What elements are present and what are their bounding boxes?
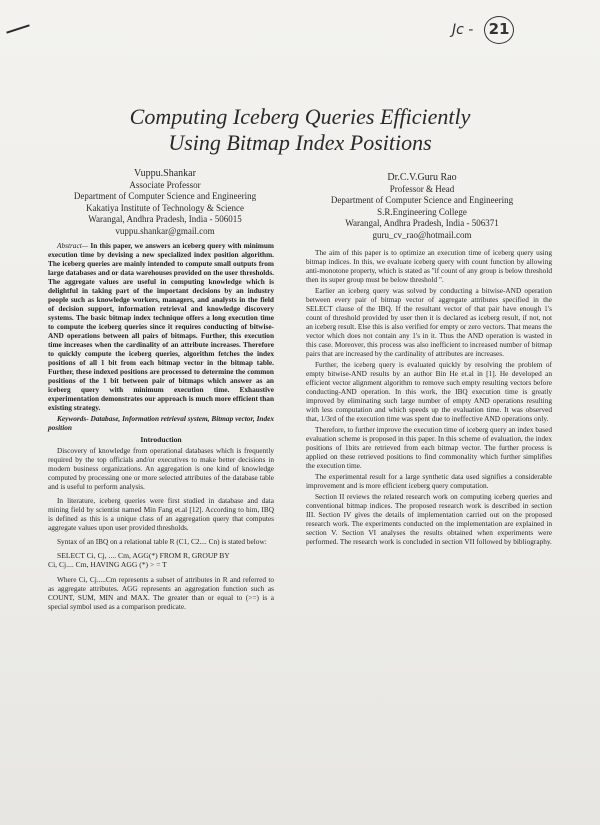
right-column bbox=[306, 248, 552, 548]
query-line-1: SELECT Ci, Cj, .... Cm, AGG(*) FROM R, GROUP BY bbox=[57, 551, 230, 560]
paragraph: Where Ci, Cj.....Cm represents a subset of attributes in R and referred to as aggregate attributes. AGG represents an aggregation function such as COUNT, SUM, MIN and MAX. The greater than or equal to (>=) is a special symbol used as a comparison predicate. bbox=[48, 575, 274, 611]
author-block-first bbox=[58, 168, 272, 237]
iceberg-query-syntax bbox=[48, 551, 274, 569]
keywords: Keywords- Database, Information retrieval system, Bitmap vector, Index position bbox=[48, 414, 274, 432]
paragraph: Earlier an iceberg query was solved by conducting a bitwise-AND operation between every pair of bitmap vector of aggregate attributes specified in the SELECT clause of the IBQ. If the resultant vector of that pair have enough 1's count of threshold provided by user then it is declared as iceberg result, if not, not an iceberg result. Else this is also verified for empty or zero vectors. That means the vector which does not contain any 1's in it. Thus the AND operation is wasted in this case. Moreover, this process was also inefficient to increased number of bitmap pairs that are increased by the cardinality of attributes are increases. bbox=[306, 286, 552, 358]
abstract-text: In this paper, we answers an iceberg query with minimum execution time by devising a new specialized index position algorithm. The iceberg queries are mainly intended to compute small outputs from large databases and or data warehouses provided on the user thresholds. The aggregate values are useful in computing knowledge which is delightful in taking part of the important decisions by an industry people such as knowledge workers, managers, and analysts in the field of decision support, information retrieval and knowledge discovery systems. The basic bitmap index technique offers a long execution time to compute the iceberg queries since it requires conducting of bitwise-AND operations between all pairs of bitmaps. Further, this execution time increases when the cardinality of an attribute increases. Therefore to quickly compute the iceberg queries, algorithm fetches the index positions of all 1 bit from each bitmap vector in the bitmap table. Further, these indexed positions are processed to determine the common positions of the 1 bit between pair of bitmaps which answer as an iceberg query with minimum execution time. Exhaustive experimentation demonstrates our approach is much more efficient than existing strategy. bbox=[48, 241, 274, 412]
author-email: vuppu.shankar@gmail.com bbox=[115, 225, 215, 236]
author-name: Dr.C.V.Guru Rao bbox=[387, 172, 457, 183]
query-line-2: Ci, Cj.... Cm, HAVING AGG (*) > = T bbox=[48, 560, 167, 569]
paragraph: The experimental result for a large synthetic data used signifies a considerable improvement and is more efficient iceberg query computation. bbox=[306, 472, 552, 490]
author-name: Vuppu.Shankar bbox=[134, 168, 196, 179]
author-role: Associate Professor bbox=[129, 179, 201, 190]
author-department: Department of Computer Science and Engineering bbox=[330, 195, 514, 205]
paragraph: Syntax of an IBQ on a relational table R (C1, C2.... Cn) is stated below: bbox=[57, 537, 267, 546]
left-column bbox=[48, 241, 274, 613]
author-location: Warangal, Andhra Pradesh, India - 506015 bbox=[88, 214, 242, 224]
author-email: guru_cv_rao@hotmail.com bbox=[372, 229, 472, 240]
abstract-label: Abstract— bbox=[57, 241, 89, 250]
paragraph: Further, the iceberg query is evaluated quickly by resolving the problem of empty bitwise-AND results by an author Bin He et.al in [1]. He developed an efficient vector alignment algorithm to remove such empty resulting vectors before conducting-AND operation. In this work, the IBQ execution time is greatly improved by eliminating such large number of empty AND operations resulting with less computation and which speeds up the evaluation time. It was observed that, 1/3rd of the execution time was spent due to ineffective AND operations only. bbox=[306, 360, 552, 423]
handwritten-annotation bbox=[452, 16, 518, 46]
author-location: Warangal, Andhra Pradesh, India - 506371 bbox=[345, 218, 499, 228]
paragraph: In literature, iceberg queries were first studied in database and data mining field by scientist named Min Fang et.al [12]. According to him, IBQ is defined as this is a unique class of an aggregation query that computes aggregate values upon user provided thresholds. bbox=[48, 496, 274, 532]
paragraph: The aim of this paper is to optimize an execution time of iceberg query using bitmap indices. In this, we evaluate iceberg query with count function by allowing anti-monotone property, which is stated as "if count of any group is below threshold then its super group must be below threshold ". bbox=[306, 248, 552, 284]
title-line-2: Using Bitmap Index Positions bbox=[168, 130, 432, 155]
author-institute: Kakatiya Institute of Technology & Science bbox=[86, 202, 244, 213]
author-department: Department of Computer Science and Engineering bbox=[73, 191, 257, 201]
handwritten-note: Jc - bbox=[452, 22, 474, 38]
section-heading-introduction: Introduction bbox=[140, 435, 182, 444]
author-institute: S.R.Engineering College bbox=[377, 206, 467, 217]
title-line-1: Computing Iceberg Queries Efficiently bbox=[129, 104, 471, 129]
handwritten-page-number: 21 bbox=[484, 16, 514, 44]
paragraph: Therefore, to further improve the execution time of iceberg query an index based evaluation scheme is proposed in this paper. In this scheme of evaluation, the index positions of 1bits are retrieved from each bitmap vector. The further process is applied on these retrieved positions to find commonality which further simplifies the execution time. bbox=[306, 425, 552, 470]
abstract bbox=[48, 241, 274, 412]
author-role: Professor & Head bbox=[389, 183, 455, 194]
paper-title bbox=[40, 104, 560, 156]
pen-stroke-mark bbox=[6, 24, 29, 33]
paragraph: Section II reviews the related research work on computing iceberg queries and conventional bitmap indices. The proposed research work is described in section III. Section IV gives the details of implementation carried out on the proposed research work. The experiments conducted on the implementation are explained in section V. Section VI analyses the results obtained when experiments were performed. The research work is concluded in section VII followed by bibliography. bbox=[306, 492, 552, 546]
paragraph: Discovery of knowledge from operational databases which is frequently required by the top officials and/or executives to make better decisions in modern business organizations. An aggregation is one kind of knowledge computed by processing one or more selected attributes of the database table and is useful to perform analysis. bbox=[48, 446, 274, 491]
author-block-second bbox=[300, 172, 544, 241]
